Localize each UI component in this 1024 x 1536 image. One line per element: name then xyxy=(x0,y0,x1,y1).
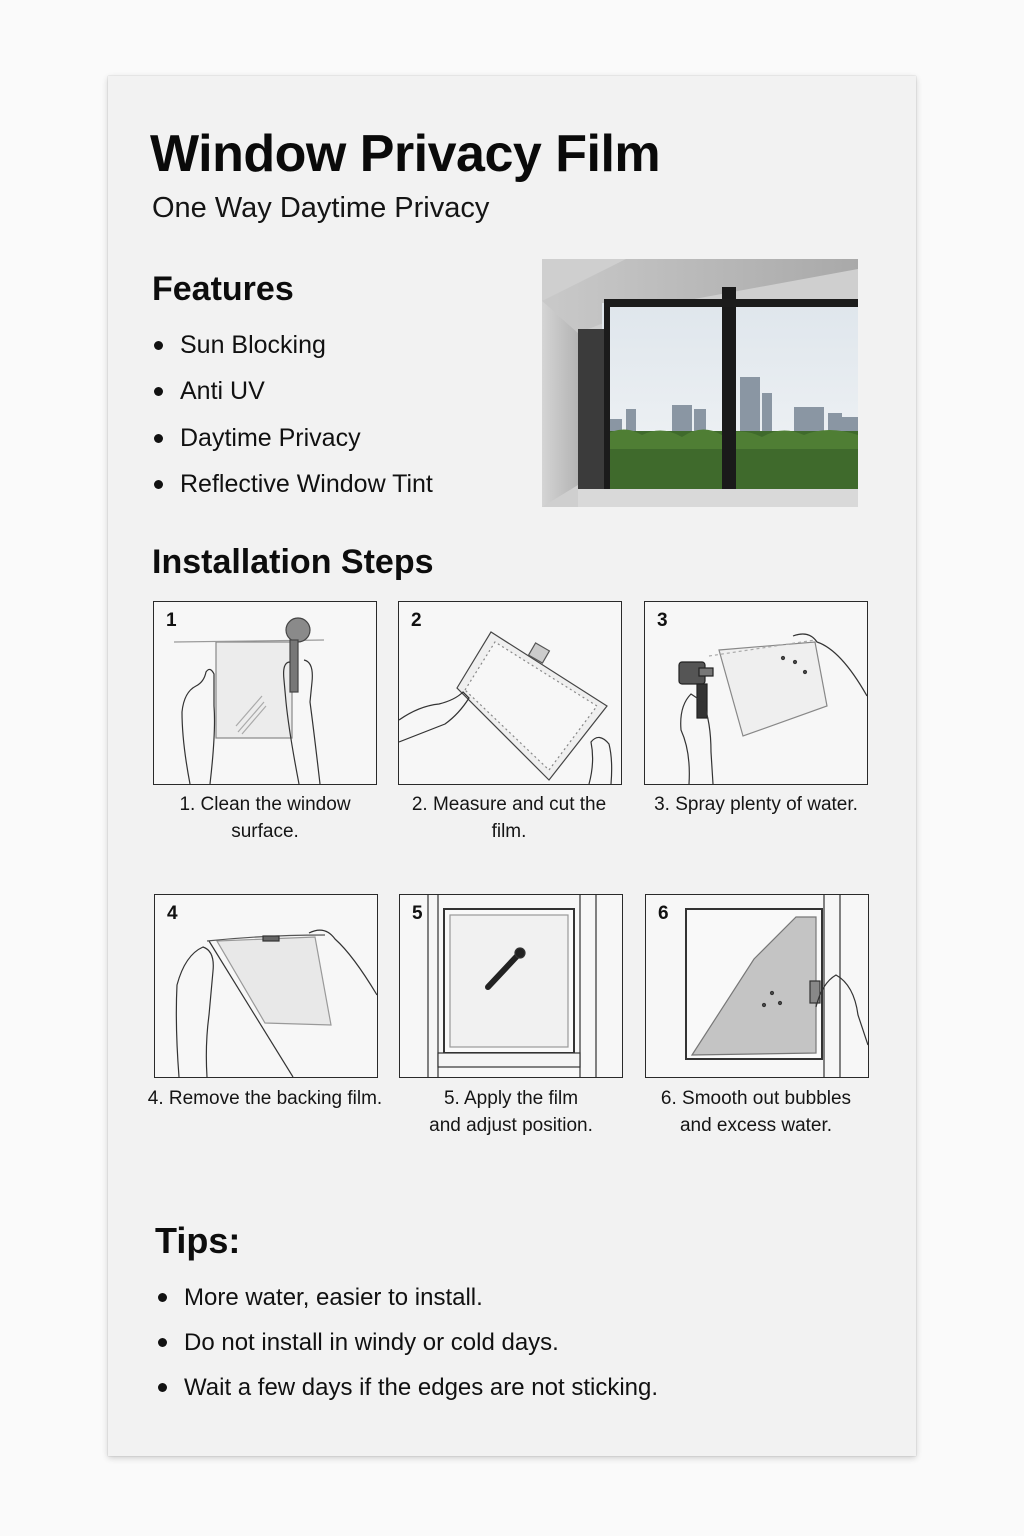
spray-bottle-illustration xyxy=(645,602,867,784)
step-5-caption: 5. Apply the film and adjust position. xyxy=(429,1088,593,1136)
window-city-view-photo xyxy=(542,259,858,507)
step-1-panel xyxy=(153,601,377,785)
tips-list xyxy=(156,1275,658,1410)
feature-item: Reflective Window Tint xyxy=(152,462,433,509)
bullet-icon xyxy=(158,1338,167,1347)
feature-item: Sun Blocking xyxy=(152,322,433,369)
step-2-caption: 2. Measure and cut the film. xyxy=(411,794,607,842)
instruction-card xyxy=(108,76,916,1456)
bullet-icon xyxy=(154,480,163,489)
step-2-panel xyxy=(398,601,622,785)
bullet-icon xyxy=(154,434,163,443)
peeling-backing-illustration xyxy=(155,895,377,1077)
page-subtitle: One Way Daytime Privacy xyxy=(152,192,490,224)
feature-item: Anti UV xyxy=(152,369,433,416)
bullet-icon xyxy=(154,341,163,350)
tips-heading: Tips: xyxy=(155,1220,241,1261)
step-1-caption: 1. Clean the window surface. xyxy=(179,794,351,842)
step-4-caption: 4. Remove the backing film. xyxy=(147,1088,383,1109)
bullet-icon xyxy=(154,387,163,396)
step-number: 4 xyxy=(167,903,178,924)
feature-item: Daytime Privacy xyxy=(152,415,433,462)
tip-item: Do not install in windy or cold days. xyxy=(156,1320,658,1365)
hand-wiping-window-illustration xyxy=(154,602,376,784)
step-4-panel xyxy=(154,894,378,1078)
step-6-caption: 6. Smooth out bubbles and excess water. xyxy=(660,1088,852,1136)
step-6-panel xyxy=(645,894,869,1078)
step-number: 2 xyxy=(411,610,422,631)
tip-item: More water, easier to install. xyxy=(156,1275,658,1320)
step-number: 6 xyxy=(658,903,669,924)
step-number: 1 xyxy=(166,610,177,631)
step-3-panel xyxy=(644,601,868,785)
step-number: 3 xyxy=(657,610,668,631)
tip-item: Wait a few days if the edges are not sticking. xyxy=(156,1365,658,1410)
step-5-panel xyxy=(399,894,623,1078)
features-heading: Features xyxy=(152,270,294,308)
smoothing-bubbles-illustration xyxy=(646,895,868,1077)
installation-heading: Installation Steps xyxy=(152,543,434,581)
step-number: 5 xyxy=(412,903,423,924)
step-3-caption: 3. Spray plenty of water. xyxy=(654,794,858,815)
features-list xyxy=(152,322,433,508)
squeegee-applying-film-illustration xyxy=(400,895,622,1077)
bullet-icon xyxy=(158,1293,167,1302)
page-title: Window Privacy Film xyxy=(150,125,661,183)
bullet-icon xyxy=(158,1383,167,1392)
ruler-cutting-film-illustration xyxy=(399,602,621,784)
